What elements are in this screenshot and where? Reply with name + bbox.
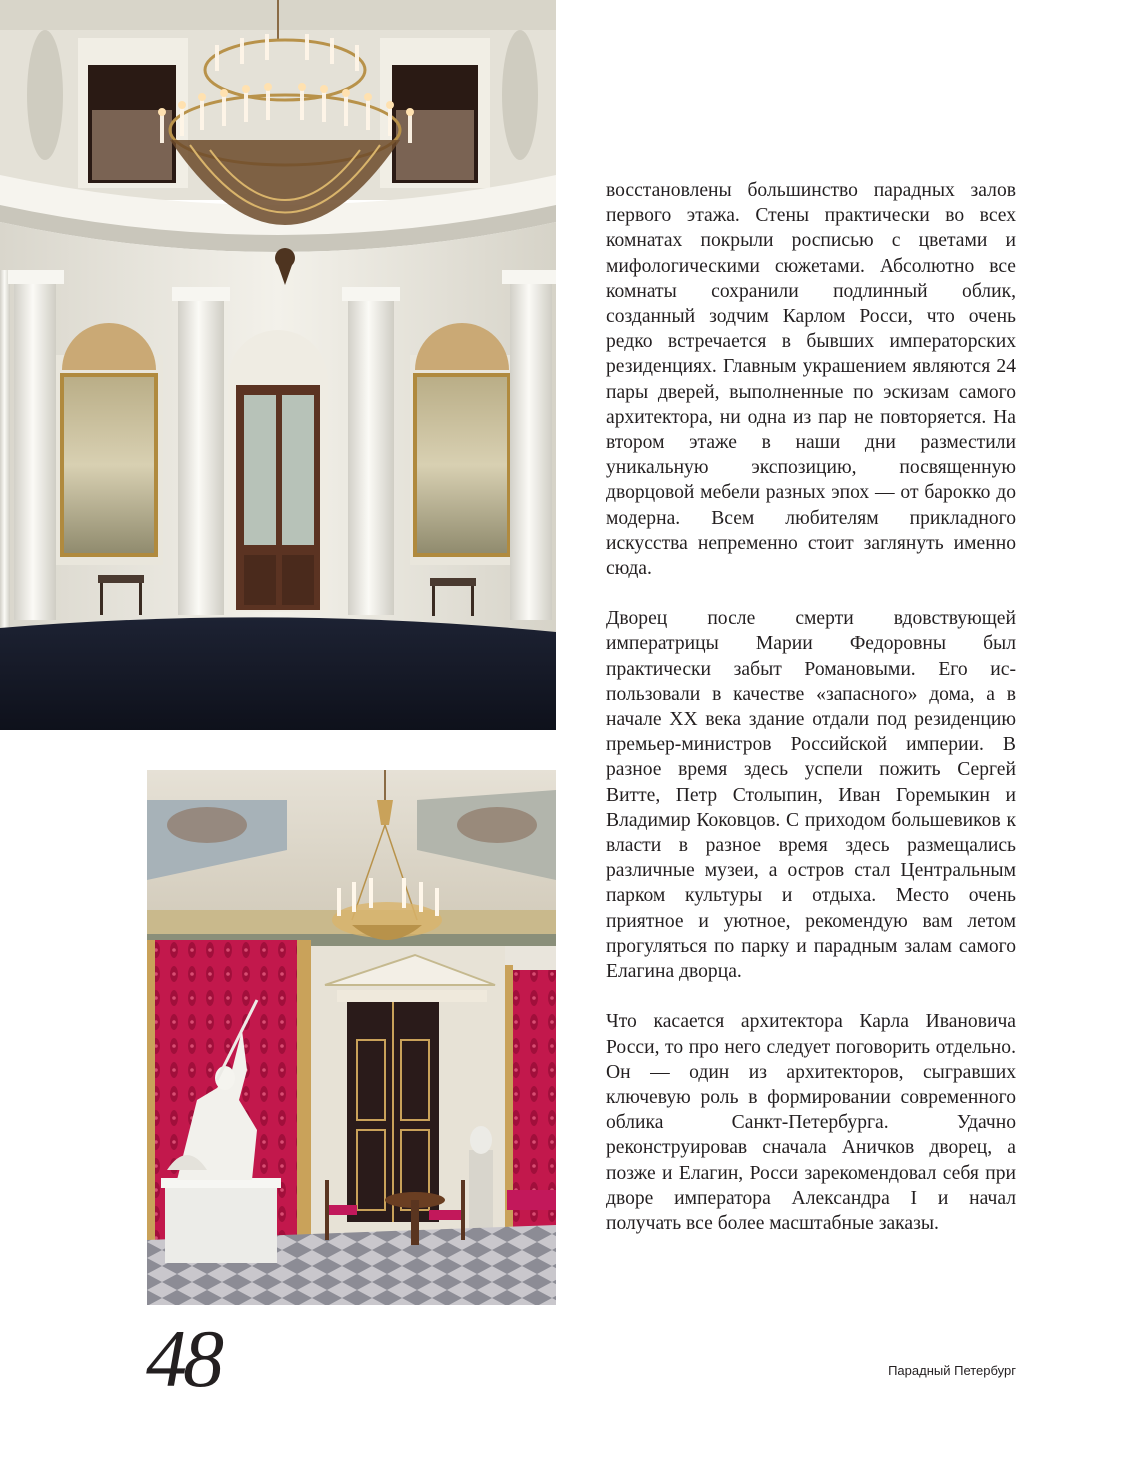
running-title: Парадный Петербург xyxy=(888,1363,1016,1378)
article-paragraph-2: Дворец после смерти вдовствующей императрицы Марии Федоровны был практически забыт Романовыми. Его использовали в качестве «запасного» дома, а в начале XX века здание отдали под резиденцию премьер-министров Российской империи. В разное время здесь успели пожить Сергей Витте, Петр Столыпин, Иван Горемыкин и Владимир Коковцов. С приходом большевиков к власти в разное время здесь размещались различные музеи, а остров стал Центральным парком культуры и отдыха. Место очень приятное и уютное, рекомендую вам летом прогуляться по парку и парадным залам самого Елагина дворца. xyxy=(606,608,1016,983)
crimson-salon-photo xyxy=(147,770,556,1305)
rotunda-hall-photo xyxy=(0,0,556,730)
page-number: 48 xyxy=(146,1313,220,1404)
article-text-column xyxy=(606,178,1016,1236)
article-paragraph-1: восстановлены большинство парадных залов первого этажа. Стены практически во всех комнатах покрыли росписью с цветами и мифологическими сюжетами. Абсолютно все комнаты сохранили подлинный облик, созданный зодчим Карлом Росси, что очень редко встречается в бывших императорских резиденциях. Главным украшением являются 24 пары дверей, выполненные по эскизам самого архитектора, ни одна из пар не повторяется. На втором этаже в наши дни разместили уникальную экспозицию, посвященную дворцовой мебели разных эпох — от барокко до модерна. Всем любителям прикладного искусства непременно стоит заглянуть именно сюда. xyxy=(606,180,1016,580)
article-paragraph-3: Что касается архитектора Карла Ивановича Росси, то про него следует поговорить отдельно. Он — один из архитекторов, сыгравших ключевую роль в формировании современного облика Санкт-Петербурга. Удачно реконструировав сначала Аничков дворец, а позже и Елагин, Росси зарекомендовал себя при дворе императора Александра I и начал получать все более масштабные заказы. xyxy=(606,1011,1016,1234)
